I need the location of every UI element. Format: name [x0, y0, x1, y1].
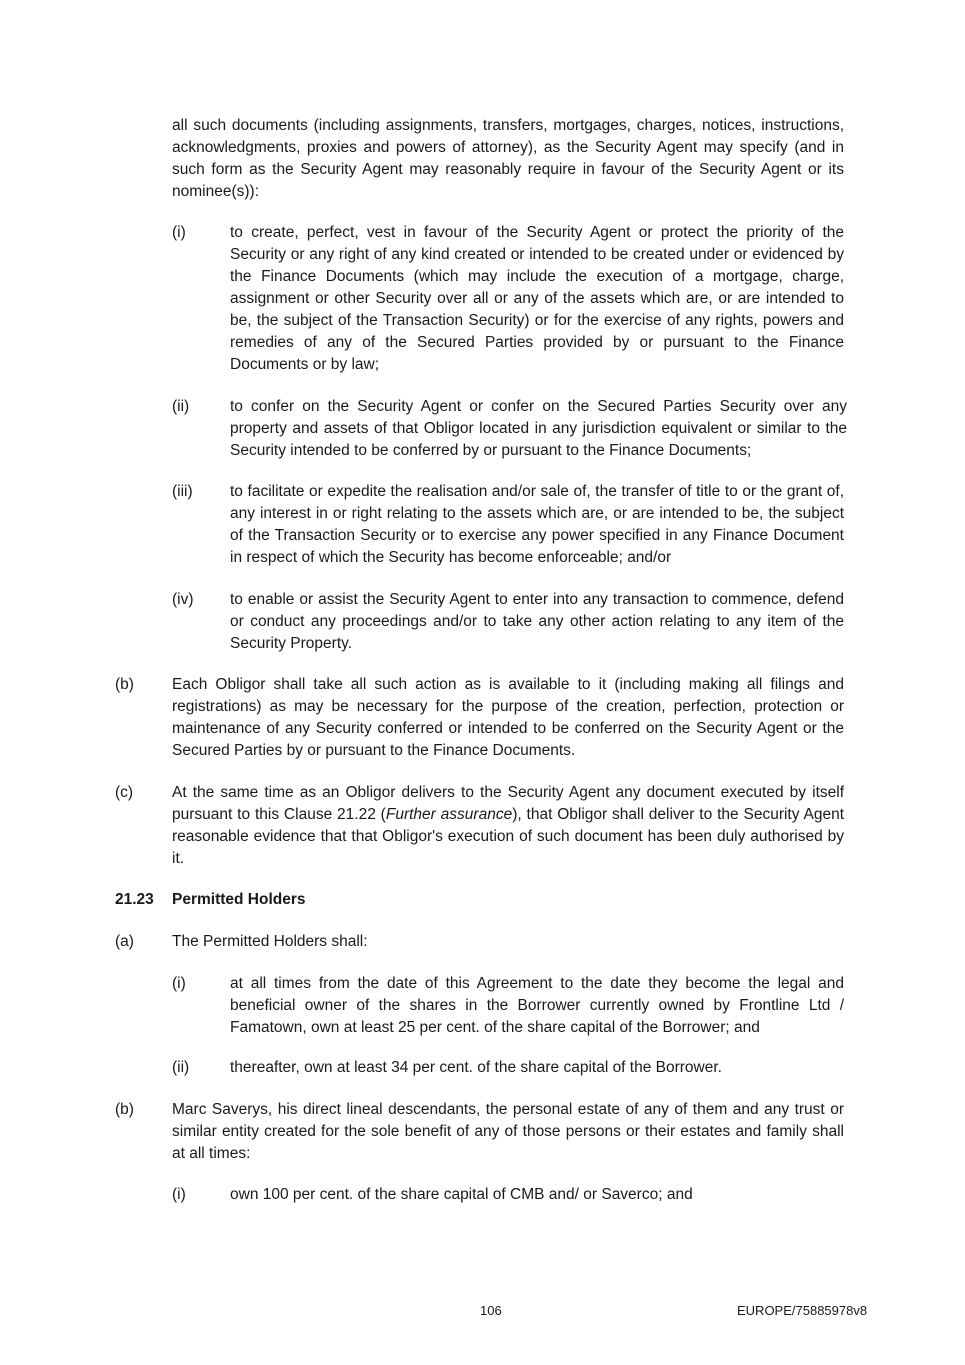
sub-item-label: (ii)	[172, 1059, 190, 1076]
sub-item-text: to create, perfect, vest in favour of the Security Agent or protect the priority of the Security or any right of any kind created or intended to be created under or evidenced by the Finance Documents (which may include the execution of a mortgage, charge, assignment or other Security over all or any of the assets which are, or are intended to be, the subject of the Transaction Security) or for the exercise of any rights, powers and remedies of any of the Secured Parties provided by or pursuant to the Finance Documents or by law;	[230, 224, 844, 373]
intro-paragraph: all such documents (including assignments, transfers, mortgages, charges, notices, instructions, acknowledgments, proxies and powers of attorney), as the Security Agent may specify (and in such form as the Security Agent may reasonably require in favour of the Security Agent or its nominee(s)):	[172, 117, 844, 200]
page-number: 106	[480, 1303, 502, 1318]
sub-item-text: to facilitate or expedite the realisation and/or sale of, the transfer of title to or the grant of, any interest in or right relating to the assets which are, or are intended to be, the subject of the Transaction Security or to exercise any power specified in any Finance Document in respect of which the Security has become enforceable; and/or	[230, 483, 844, 566]
section-title: Permitted Holders	[172, 891, 306, 908]
paragraph-label: (a)	[115, 933, 134, 950]
paragraph-b-text: Each Obligor shall take all such action as is available to it (including making all filings and registrations) as may be necessary for the purpose of the creation, perfection, protection or maintenance of any Security conferred or intended to be conferred on the Security Agent or the Secured Parties by or pursuant to the Finance Documents.	[172, 676, 844, 759]
sub-item-text: own 100 per cent. of the share capital of CMB and/ or Saverco; and	[230, 1186, 693, 1203]
sub-item-label: (i)	[172, 975, 186, 992]
sub-item-text: at all times from the date of this Agreement to the date they become the legal and beneficial owner of the shares in the Borrower currently owned by Frontline Ltd / Famatown, own at least 25 per cent. of the share capital of the Borrower; and	[230, 975, 844, 1036]
document-reference: EUROPE/75885978v8	[737, 1303, 868, 1318]
section-a-text: The Permitted Holders shall:	[172, 933, 368, 950]
sub-item-label: (ii)	[172, 398, 190, 415]
sub-item-text: thereafter, own at least 34 per cent. of the share capital of the Borrower.	[230, 1059, 722, 1076]
paragraph-label: (b)	[115, 676, 134, 693]
sub-item-text: to confer on the Security Agent or confer on the Secured Parties Security over any property and assets of that Obligor located in any jurisdiction equivalent or similar to the Security intended to be conferred by or pursuant to the Finance Documents;	[230, 398, 847, 459]
sub-item-label: (i)	[172, 1186, 186, 1203]
sub-item-label: (i)	[172, 224, 186, 241]
sub-item-label: (iii)	[172, 483, 193, 500]
clause-reference-italic: Further assurance	[385, 806, 513, 823]
sub-item-label: (iv)	[172, 591, 194, 608]
section-number: 21.23	[115, 891, 154, 908]
paragraph-c-text: At the same time as an Obligor delivers to the Security Agent any document executed by itself pursuant to this Clause 21.22 (Further assurance), that Obligor shall deliver to the Security Agent reasonable evidence that that Obligor's execution of such document has been duly authorised by it.	[172, 784, 844, 867]
paragraph-label: (c)	[115, 784, 134, 801]
sub-item-text: to enable or assist the Security Agent to enter into any transaction to commence, defend or conduct any proceedings and/or to take any other action relating to any item of the Security Property.	[230, 591, 844, 652]
section-b-text: Marc Saverys, his direct lineal descendants, the personal estate of any of them and any trust or similar entity created for the sole benefit of any of those persons or their estates and family shall at all times:	[172, 1101, 844, 1162]
paragraph-label: (b)	[115, 1101, 134, 1118]
